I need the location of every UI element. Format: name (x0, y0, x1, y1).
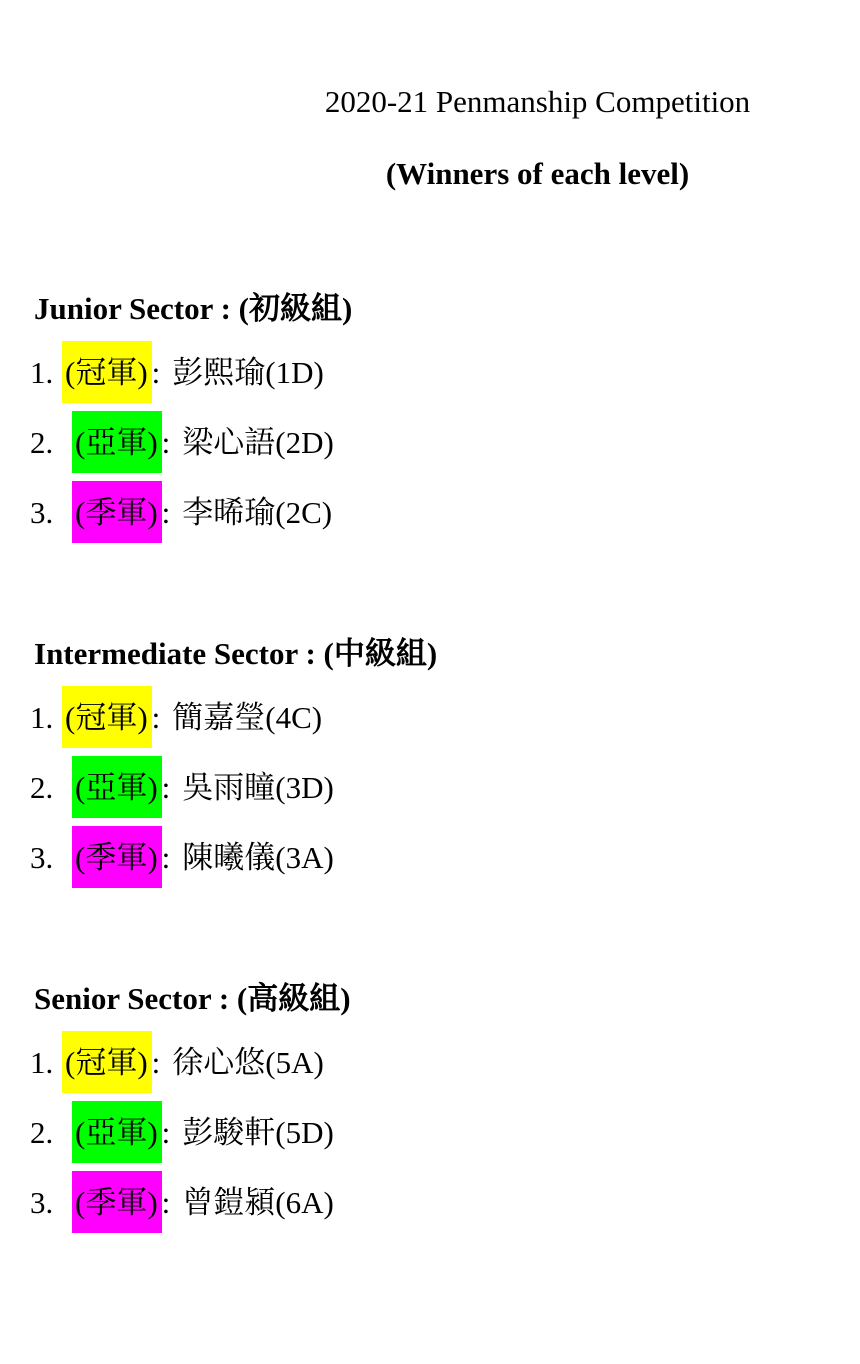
rank-highlight: (亞軍) (72, 756, 162, 818)
item-number: 2. (30, 770, 54, 805)
colon: : (161, 1115, 171, 1150)
list-item (30, 478, 860, 548)
winner-list (30, 338, 860, 548)
rank-highlight: (冠軍) (62, 686, 152, 748)
rank-highlight: (季軍) (72, 481, 162, 543)
item-number: 1. (30, 700, 54, 735)
colon: : (161, 495, 171, 530)
list-item (30, 1168, 860, 1238)
title-block (0, 84, 860, 192)
item-number: 3. (30, 495, 54, 530)
list-item (30, 823, 860, 893)
item-number: 2. (30, 1115, 54, 1150)
item-number: 1. (30, 355, 54, 390)
item-number: 3. (30, 840, 54, 875)
section-intermediate (30, 636, 860, 893)
colon: : (161, 840, 171, 875)
sections-container (0, 291, 860, 1238)
colon: : (151, 700, 161, 735)
list-item (30, 1098, 860, 1168)
list-item (30, 338, 860, 408)
colon: : (161, 425, 171, 460)
rank-highlight: (冠軍) (62, 341, 152, 403)
section-senior (30, 981, 860, 1238)
section-heading: Junior Sector : (初級組) (34, 291, 353, 326)
list-item (30, 683, 860, 753)
winner-name: 徐心悠(5A) (172, 1045, 324, 1080)
colon: : (151, 355, 161, 390)
winner-name: 陳曦儀(3A) (182, 840, 334, 875)
item-number: 2. (30, 425, 54, 460)
colon: : (161, 770, 171, 805)
document-subtitle: (Winners of each level) (385, 156, 690, 191)
section-heading: Senior Sector : (高級組) (34, 981, 351, 1016)
rank-highlight: (季軍) (72, 826, 162, 888)
winner-name: 曾鎧潁(6A) (182, 1185, 334, 1220)
rank-highlight: (亞軍) (72, 411, 162, 473)
winner-name: 彭熙瑜(1D) (172, 355, 324, 390)
winner-list (30, 1028, 860, 1238)
item-number: 1. (30, 1045, 54, 1080)
rank-highlight: (季軍) (72, 1171, 162, 1233)
rank-highlight: (亞軍) (72, 1101, 162, 1163)
colon: : (151, 1045, 161, 1080)
winner-name: 梁心語(2D) (182, 425, 334, 460)
rank-highlight: (冠軍) (62, 1031, 152, 1093)
item-number: 3. (30, 1185, 54, 1220)
list-item (30, 408, 860, 478)
section-junior (30, 291, 860, 548)
section-heading: Intermediate Sector : (中級組) (34, 636, 438, 671)
winner-name: 吳雨瞳(3D) (182, 770, 334, 805)
document-title: 2020-21 Penmanship Competition (324, 84, 751, 119)
list-item (30, 753, 860, 823)
colon: : (161, 1185, 171, 1220)
winner-name: 簡嘉瑩(4C) (172, 700, 323, 735)
winner-name: 李晞瑜(2C) (182, 495, 333, 530)
winner-name: 彭駿軒(5D) (182, 1115, 334, 1150)
document-page (0, 84, 860, 1364)
winner-list (30, 683, 860, 893)
list-item (30, 1028, 860, 1098)
